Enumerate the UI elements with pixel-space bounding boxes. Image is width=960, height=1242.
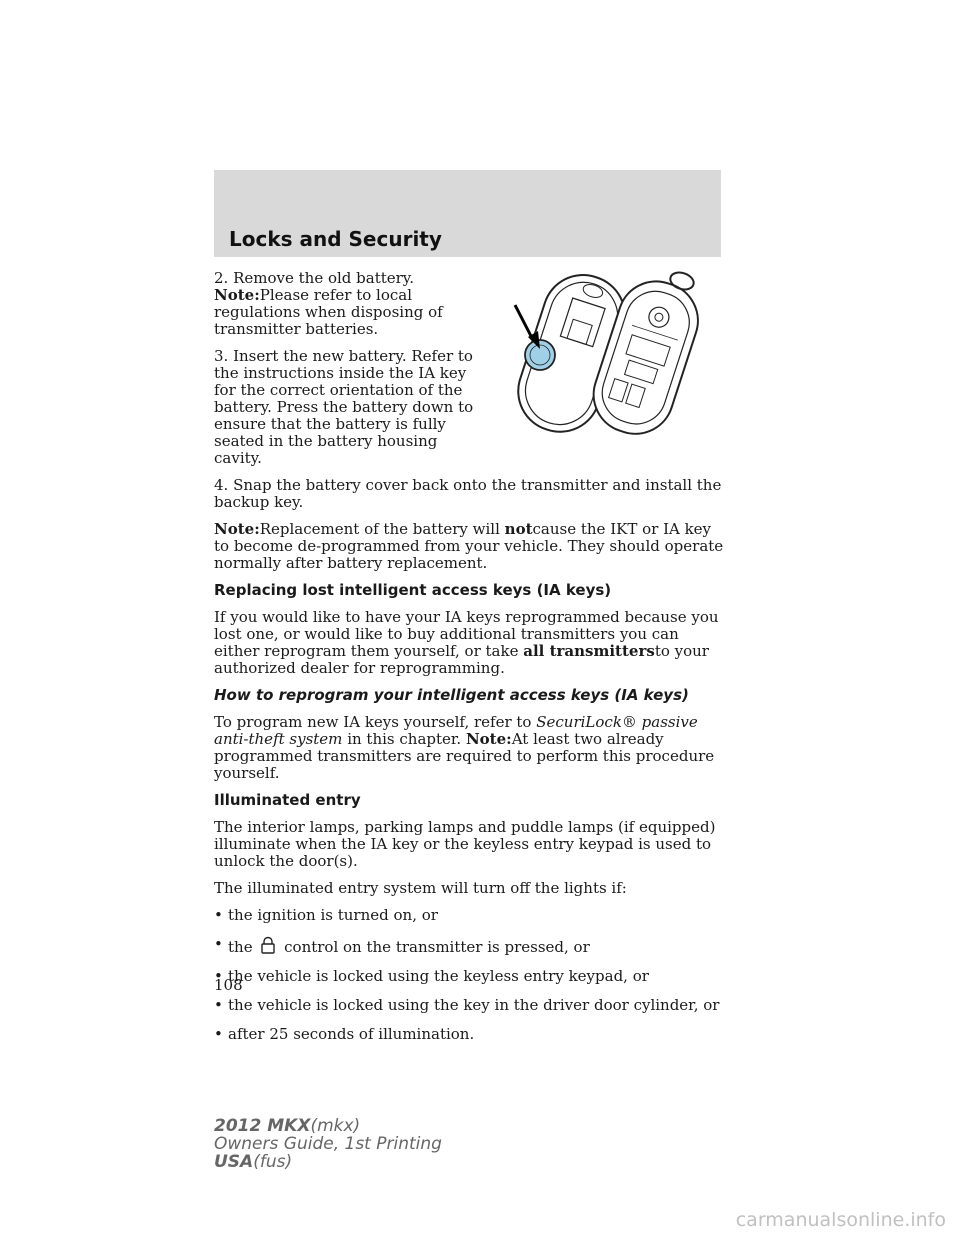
bullet-item: • the vehicle is locked using the keyless entry keypad, or [214, 968, 724, 985]
bullet-item: • after 25 seconds of illumination. [214, 1026, 724, 1043]
step-2: 2. Remove the old battery. Note:Please refer to local regulations when disposing of transmitter batteries. [214, 269, 443, 338]
step-3: 3. Insert the new battery. Refer to the instructions inside the IA key for the correct orientation of the battery. Press the battery down to ensure that the battery is fully seated in the battery housing cavity. [214, 347, 474, 467]
lost-keys-paragraph: If you would like to have your IA keys reprogrammed because you lost one, or would like to buy additional transmitters you can either reprogram them yourself, or take all transmittersto your authorized dealer for reprogramming. [214, 608, 719, 677]
float-text-block [214, 270, 474, 467]
bullet-item-lock: • the control on the transmitter is pressed, or [214, 936, 724, 956]
footer-print-info: 2012 MKX(mkx) Owners Guide, 1st Printing USA(fus) [214, 1116, 442, 1172]
section-title: Locks and Security [229, 227, 442, 251]
reprogram-heading: How to reprogram your intelligent access keys (IA keys) [214, 686, 689, 704]
illuminated-entry-heading: Illuminated entry [214, 791, 361, 809]
body-content [214, 270, 724, 1055]
battery-note: Note:Replacement of the battery will notcause the IKT or IA key to become de-programmed from your vehicle. They should operate normally after battery replacement. [214, 520, 724, 572]
lost-keys-heading: Replacing lost intelligent access keys (IA keys) [214, 581, 612, 599]
section-header [214, 170, 721, 257]
illuminated-paragraph-2: The illuminated entry system will turn off the lights if: [214, 879, 627, 897]
bullet-item: • the vehicle is locked using the key in the driver door cylinder, or [214, 997, 724, 1014]
page-number: 108 [214, 976, 243, 994]
bullet-item: • the ignition is turned on, or [214, 907, 724, 924]
reprogram-paragraph: To program new IA keys yourself, refer to SecuriLock® passive anti-theft system in this chapter. Note:At least two already programmed transmitters are required to perform this procedure yourself. [214, 713, 715, 782]
illuminated-paragraph-1: The interior lamps, parking lamps and puddle lamps (if equipped) illuminate when the IA key or the keyless entry keypad is used to unlock the door(s). [214, 818, 716, 870]
lock-icon [259, 936, 277, 954]
step-4: 4. Snap the battery cover back onto the transmitter and install the backup key. [214, 476, 722, 511]
watermark: carmanualsonline.info [735, 1209, 946, 1231]
